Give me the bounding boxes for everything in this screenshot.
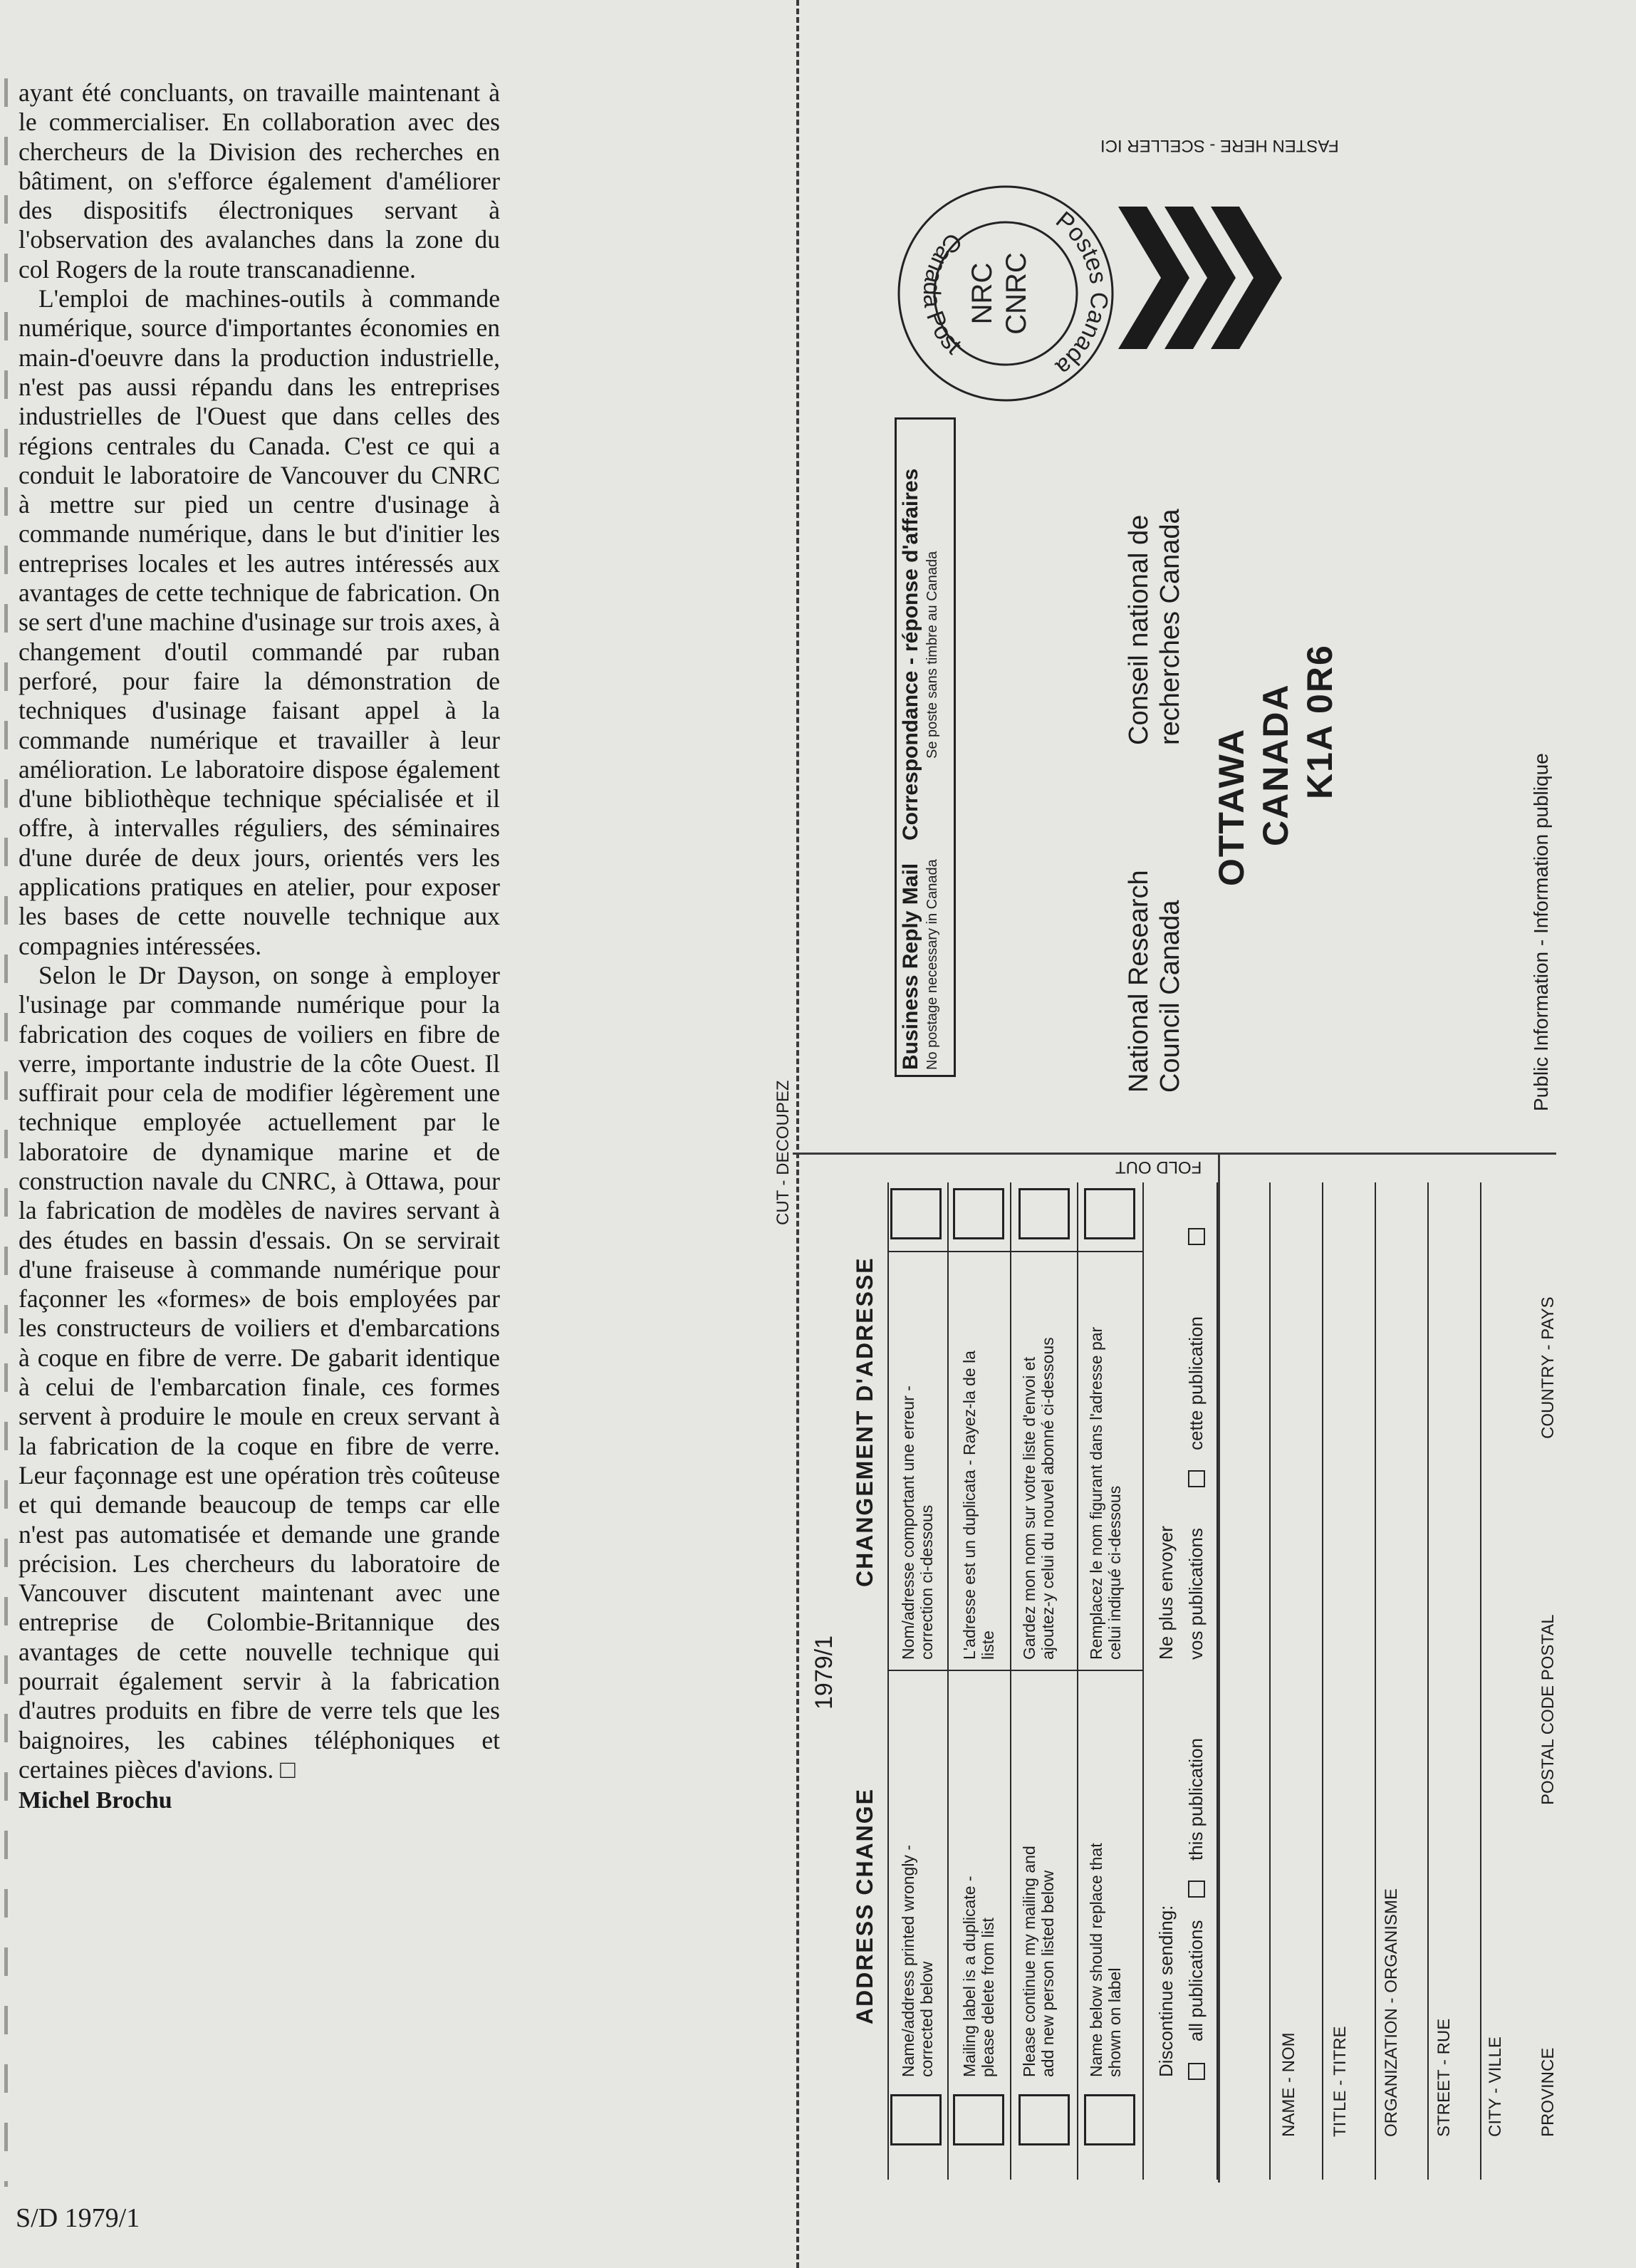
table-divider: [1010, 1182, 1011, 2180]
field-title-label: TITLE - TITRE: [1330, 2026, 1350, 2137]
reply-en-sub: No postage necessary in Canada: [924, 859, 940, 1070]
field-line-province: [1480, 1182, 1481, 2180]
field-line-organization: [1322, 1182, 1323, 2180]
field-country-label: COUNTRY - PAYS: [1538, 1296, 1558, 1439]
table-divider: [1077, 1182, 1078, 2180]
checkbox-all-publications[interactable]: [1188, 2063, 1205, 2080]
stamp-ring-bottom: Canada Post: [917, 227, 968, 360]
checkbox-row1-en[interactable]: [890, 2094, 942, 2145]
row1-fr: Nom/adresse comportant une erreur - correction ci-dessous: [899, 1385, 936, 1660]
checkbox-row4-fr[interactable]: [1084, 1188, 1135, 1239]
checkbox-row3-en[interactable]: [1018, 2094, 1070, 2145]
opt-all-en: all publications: [1185, 1920, 1207, 2041]
stamp-nrc: NRC: [967, 262, 998, 325]
opt-all-fr: vos publications: [1185, 1528, 1207, 1660]
checkbox-row1-fr[interactable]: [890, 1188, 942, 1239]
fold-line: [793, 1153, 1556, 1155]
checkbox-vos-publications[interactable]: [1188, 1470, 1205, 1487]
form-issue: 1979/1: [811, 1635, 838, 1710]
checkbox-row2-en[interactable]: [953, 2094, 1004, 2145]
row4-fr: Remplacez le nom figurant dans l'adresse par celui indiqué ci-dessous: [1087, 1326, 1124, 1660]
addressee-city: OTTAWA: [1212, 727, 1251, 886]
svg-text:Postes Canada: [1051, 207, 1113, 381]
stamp-cnrc: CNRC: [1001, 252, 1032, 335]
cut-line: [796, 0, 799, 2268]
table-divider: [1142, 1182, 1144, 2180]
field-province-label: PROVINCE: [1538, 2047, 1558, 2137]
checkbox-row2-fr[interactable]: [953, 1188, 1004, 1239]
fold-divider: [1218, 1153, 1220, 2183]
row1-en: Name/address printed wrongly - corrected below: [899, 1845, 936, 2077]
addressee-fr-2: recherches Canada: [1155, 509, 1185, 745]
form-title-fr: CHANGEMENT D'ADRESSE: [852, 1257, 877, 1587]
reply-fr-title: Correspondance - réponse d'affaires: [899, 468, 922, 841]
paragraph-2: L'emploi de machines-outils à commande numérique, source d'importantes économies en main-d'oeuvre dans la production industrielle, n'est pas aussi répandu dans les entreprises industrielles de l'Ouest que dans celles des régions centrales du Canada. C'est ce qui a conduit le laboratoire de Vancouver du CNRC à mettre sur pied un centre d'usinage à commande numérique, dans le but d'initier les entreprises locales et les autres intéressés aux avantages de cette technique de fabrication. On se sert d'une machine d'usinage sur trois axes, à changement d'outil commandé par ruban perforé, pour faire la démonstration de techniques d'usinage faisant appel à la commande numérique et travailler à leur amélioration. Le laboratoire dispose également d'une bibliothèque technique spécialisée et il offre, à intervalles réguliers, des séminaires d'une durée de deux jours, orientés vers les applications pratiques en atelier, pour exposer les bases de cette nouvelle technique aux compagnies intéressées.: [19, 284, 500, 960]
addressee-en-1: National Research: [1124, 870, 1154, 1093]
cut-label: CUT - DECOUPEZ: [773, 1076, 793, 1229]
article-text: [19, 78, 500, 1816]
field-line-city: [1427, 1182, 1429, 2180]
row3-en: Please continue my mailing and add new person listed below: [1020, 1846, 1057, 2077]
addressee-country: CANADA: [1256, 683, 1296, 846]
fasten-label: FASTEN HERE - SCELLER ICI: [1100, 136, 1339, 155]
paragraph-1: ayant été concluants, on travaille maintenant à le commercialiser. En collaboration avec des chercheurs de la Division des recherches en bâtiment, on s'efforce également d'améliorer des dispositifs électroniques servant à l'observation des avalanches dans la zone du col Rogers de la route transcanadienne.: [19, 78, 500, 284]
row3-fr: Gardez mon nom sur votre liste d'envoi et ajoutez-y celui du nouvel abonné ci-dessous: [1020, 1337, 1057, 1660]
discontinue-fr: Ne plus envoyer: [1155, 1526, 1177, 1660]
field-postal-label: POSTAL CODE POSTAL: [1538, 1614, 1558, 1805]
issue-footer: S/D 1979/1: [16, 2203, 140, 2233]
stamp-ring-top: Postes Canada: [1051, 206, 1113, 381]
form-title-en: ADDRESS CHANGE: [852, 1787, 877, 2024]
addressee-fr-1: Conseil national de: [1124, 514, 1154, 745]
checkbox-this-publication[interactable]: [1188, 1881, 1205, 1898]
table-border: [887, 1182, 889, 2180]
row2-en: Mailing label is a duplicate - please delete from list: [960, 1876, 997, 2077]
field-line-title: [1269, 1182, 1271, 2180]
opt-this-fr: cette publication: [1185, 1316, 1207, 1450]
svg-text:Canada Post: [918, 227, 967, 360]
field-name-label: NAME - NOM: [1279, 2032, 1298, 2137]
reply-fr-sub: Se poste sans timbre au Canada: [924, 551, 940, 759]
paragraph-3: Selon le Dr Dayson, on songe à employer l'usinage par commande numérique pour la fabrication des coques de voiliers en fibre de verre, importante industrie de la côte Ouest. Il suffirait pour cela de modifier légèrement une technique employée actuellement par le laboratoire de dynamique marine et de construction navale du CNRC, à Ottawa, pour la fabrication de modèles de navires servant à des études en bassin d'essais. On se servirait d'une fraiseuse à commande numérique pour façonner les «formes» de bois employées par les constructeurs de voiliers et d'embarcations à coque en fibre de verre. De gabarit identique à celui de l'embarcation finale, ces formes servent à produire le moule en creux servant à la fabrication de la coque en fibre de verre. Leur façonnage est une opération très coûteuse et qui demande beaucoup de temps car elle n'est pas automatisée et demande une grande précision. Les chercheurs du laboratoire de Vancouver discutent maintenant avec une entreprise de Colombie-Britannique des avantages de cette nouvelle technique qui pourrait également servir à la fabrication d'autres produits en fibre de verre tels que les baignoires, les cabines téléphoniques et certaines pièces d'avions. □: [19, 960, 500, 1784]
chevrons-icon: [1118, 207, 1289, 349]
table-split: [887, 1670, 1144, 1671]
margin-binding-marks: [4, 78, 8, 2187]
reply-en-title: Business Reply Mail: [899, 863, 922, 1070]
addressee-postal: K1A 0R6: [1300, 644, 1340, 799]
postage-stamp: [892, 180, 1120, 407]
checkbox-row4-en[interactable]: [1084, 2094, 1135, 2145]
field-city-label: CITY - VILLE: [1486, 2036, 1505, 2137]
checkbox-row3-fr[interactable]: [1018, 1188, 1070, 1239]
row4-en: Name below should replace that shown on label: [1087, 1843, 1124, 2077]
addressee-en-2: Council Canada: [1155, 900, 1185, 1093]
addressee-dept: Public Information - Information publique: [1530, 753, 1552, 1111]
fold-label: FOLD OUT: [1115, 1158, 1202, 1177]
table-divider: [947, 1182, 949, 2180]
field-line-street: [1375, 1182, 1376, 2180]
table-split: [887, 1251, 1144, 1252]
field-organization-label: ORGANIZATION - ORGANISME: [1382, 1888, 1401, 2137]
field-street-label: STREET - RUE: [1434, 2018, 1454, 2137]
row2-fr: L'adresse est un duplicata - Rayez-la de la liste: [960, 1351, 997, 1660]
author-signature: Michel Brochu: [19, 1787, 172, 1814]
stamp-graphic: [892, 180, 1120, 407]
opt-this-en: this publication: [1185, 1738, 1207, 1861]
checkbox-cette-publication[interactable]: [1188, 1228, 1205, 1245]
discontinue-en: Discontinue sending:: [1155, 1905, 1177, 2077]
